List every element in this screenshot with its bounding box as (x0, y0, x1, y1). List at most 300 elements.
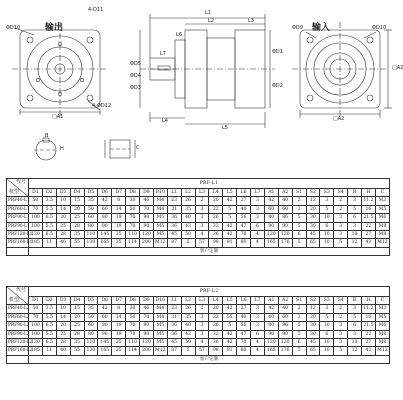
value-cell: 176 (278, 239, 292, 247)
value-cell: 6.5 (42, 338, 56, 346)
value-cell: 70 (237, 338, 251, 346)
value-cell: 3 (251, 197, 265, 205)
column-header: L2 (181, 297, 195, 305)
value-cell: 91 (223, 239, 237, 247)
output-label: 输出 (45, 23, 64, 33)
value-cell: 10 (56, 197, 70, 205)
value-cell: 5.5 (42, 222, 56, 230)
value-cell: 5 (223, 214, 237, 222)
value-cell: 10 (320, 239, 334, 247)
value-cell: 70 (126, 222, 140, 230)
value-cell: M5 (153, 230, 167, 238)
header-row (7, 189, 390, 197)
value-cell: M12 (155, 240, 166, 246)
value-cell: 145 (98, 230, 112, 238)
value-cell: 27 (237, 305, 251, 313)
value-cell: 50 (126, 205, 140, 213)
value-cell: 114 (126, 347, 140, 355)
value-cell: 60 (278, 313, 292, 321)
gearbox-side-view (140, 14, 275, 128)
value-cell: 60 (84, 214, 98, 222)
column-header: H (362, 297, 376, 305)
column-header: L7 (251, 297, 265, 305)
column-header: L3 (195, 297, 209, 305)
model-cell: PRF40-L1 (8, 198, 30, 204)
value-cell: 3 (251, 313, 265, 321)
value-cell: 3 (251, 214, 265, 222)
value-cell: 185 (29, 347, 43, 355)
value-cell: 114 (126, 239, 140, 247)
value-cell: 4 (195, 338, 209, 346)
value-cell: 130 (84, 239, 98, 247)
value-cell: 35 (70, 230, 84, 238)
value-cell: 25 (70, 322, 84, 330)
value-cell: 3 (195, 313, 209, 321)
table-row (7, 222, 390, 230)
value-cell: 6 (292, 338, 306, 346)
value-cell: 42 (223, 330, 237, 338)
value-cell: 25 (70, 214, 84, 222)
dim-l5: L5 (222, 125, 228, 131)
value-cell: M8 (375, 230, 389, 238)
value-cell: 80 (84, 330, 98, 338)
value-cell: 87 (167, 347, 181, 355)
value-cell: 2 (195, 305, 209, 313)
value-cell: 5 (320, 313, 334, 321)
value-cell: M8 (375, 222, 389, 230)
value-cell: 8 (112, 305, 126, 313)
column-header: D6 (98, 297, 112, 305)
model-cell: PRF160-L2 (8, 348, 33, 354)
value-cell: 27 (362, 338, 376, 346)
value-cell: 5 (334, 239, 348, 247)
model-cell: PRF90-L2 (8, 323, 30, 329)
column-header: H (362, 189, 376, 197)
value-cell: 5 (181, 347, 195, 355)
dim-l2: L2 (208, 18, 214, 24)
value-cell: 28 (56, 230, 70, 238)
value-cell: 5.5 (42, 313, 56, 321)
value-cell: 57 (195, 347, 209, 355)
value-cell: M5 (153, 214, 167, 222)
value-cell: 36 (167, 322, 181, 330)
value-cell: 10 (320, 347, 334, 355)
value-cell: 11.2 (363, 198, 374, 204)
value-cell: 120 (278, 338, 292, 346)
value-cell: 165 (264, 347, 278, 355)
dim-b: B (45, 133, 49, 139)
value-cell: 4 (251, 338, 265, 346)
value-cell: 26 (181, 305, 195, 313)
value-cell: 50 (84, 205, 98, 213)
value-cell: 12 (306, 197, 320, 205)
header-row (7, 297, 390, 305)
value-cell: 5.5 (42, 330, 56, 338)
value-cell: 55 (223, 313, 237, 321)
value-cell: 110 (126, 230, 140, 238)
value-cell: 10 (320, 322, 334, 330)
value-cell: 100 (29, 330, 43, 338)
value-cell: 6 (348, 322, 362, 330)
value-cell: 10 (56, 305, 70, 313)
value-cell: 31 (167, 205, 181, 213)
value-cell: 60 (264, 313, 278, 321)
value-cell: 10 (320, 338, 334, 346)
column-header: A1 (264, 297, 278, 305)
table-row (7, 322, 390, 330)
value-cell: 10 (320, 214, 334, 222)
value-cell: 60 (98, 313, 112, 321)
value-cell: 28 (56, 338, 70, 346)
value-cell: 36 (167, 330, 181, 338)
footer-blank-cell (7, 355, 29, 363)
value-cell: 3 (334, 338, 348, 346)
value-cell: 2 (334, 305, 348, 313)
value-cell: 110 (126, 338, 140, 346)
value-cell: 10 (348, 338, 362, 346)
value-cell: 90 (140, 322, 154, 330)
value-cell: 15 (70, 197, 84, 205)
column-header: S3 (320, 297, 334, 305)
column-header: B (348, 297, 362, 305)
value-cell: 165 (98, 347, 112, 355)
value-cell: M4 (153, 313, 167, 321)
value-cell: 6 (348, 214, 362, 222)
column-header: A2 (278, 297, 292, 305)
dim-a2: □A2 (333, 116, 345, 122)
value-cell: 27 (237, 197, 251, 205)
value-cell: M5 (375, 205, 389, 213)
value-cell: 26 (209, 214, 223, 222)
value-cell: 23 (167, 197, 181, 205)
series-title: PRF-L2 (29, 287, 390, 297)
value-cell: M5 (153, 330, 167, 338)
column-header: L2 (181, 189, 195, 197)
column-header: D3 (56, 297, 70, 305)
value-cell: 45 (306, 230, 320, 238)
shaft-key-detail (34, 138, 135, 160)
value-cell: 30 (306, 222, 320, 230)
value-cell: 50 (29, 305, 43, 313)
value-cell: 80 (84, 222, 98, 230)
series-title: PRF-L1 (29, 179, 390, 189)
value-cell: 65 (306, 239, 320, 247)
value-cell: M4 (153, 205, 167, 213)
value-cell: 46 (140, 197, 154, 205)
custom-note: 客户定制 (29, 247, 390, 255)
value-cell: 19 (112, 322, 126, 330)
column-header: D8 (126, 297, 140, 305)
value-cell: 12 (348, 347, 362, 355)
value-cell: 130 (29, 338, 43, 346)
value-cell: 15 (70, 305, 84, 313)
value-cell: 100 (29, 222, 43, 230)
value-cell: 6 (292, 230, 306, 238)
input-flange-view (292, 22, 392, 118)
gearbox-technical-drawing (0, 0, 403, 170)
value-cell: M12 (377, 348, 388, 354)
column-header: S2 (306, 189, 320, 197)
column-header: D2 (42, 189, 56, 197)
value-cell: 28 (70, 222, 84, 230)
value-cell: 42 (223, 338, 237, 346)
value-cell: 3 (251, 205, 265, 213)
value-cell: 5 (320, 205, 334, 213)
column-header: D10 (153, 297, 167, 305)
value-cell: 14 (56, 205, 70, 213)
value-cell: 42 (223, 197, 237, 205)
dim-d5: ΦD5 (130, 61, 141, 67)
value-cell: 90 (140, 214, 154, 222)
value-cell: 98 (209, 347, 223, 355)
value-cell: 35 (112, 239, 126, 247)
value-cell: 3 (195, 222, 209, 230)
value-cell: 42 (223, 230, 237, 238)
column-header: D6 (98, 189, 112, 197)
value-cell: M8 (375, 338, 389, 346)
value-cell: 8 (112, 197, 126, 205)
value-cell: 14 (112, 313, 126, 321)
value-cell: 130 (29, 230, 43, 238)
value-cell: 36 (167, 214, 181, 222)
dim-d10-right: ΦD10 (372, 25, 387, 31)
series-row (7, 287, 390, 297)
value-cell: 45 (167, 338, 181, 346)
value-cell: 25 (56, 222, 70, 230)
value-cell: 5 (292, 322, 306, 330)
dim-d1: ΦD1 (272, 49, 283, 55)
value-cell: 5 (292, 330, 306, 338)
value-cell: 55 (70, 239, 84, 247)
column-header: S1 (292, 189, 306, 197)
value-cell: 35 (84, 305, 98, 313)
value-cell: 30 (306, 330, 320, 338)
dim-l4: L4 (162, 118, 168, 124)
value-cell: 200 (140, 347, 154, 355)
value-cell: M5 (153, 322, 167, 330)
column-header: L1 (167, 189, 181, 197)
value-cell: 50 (84, 313, 98, 321)
value-cell: 45 (167, 230, 181, 238)
value-cell: 35 (70, 338, 84, 346)
value-cell: 35 (181, 313, 195, 321)
value-cell: 6 (320, 222, 334, 230)
value-cell: 20 (56, 214, 70, 222)
value-cell: 45 (306, 338, 320, 346)
corner-code-label: 代号 (15, 287, 26, 293)
value-cell: 60 (264, 205, 278, 213)
column-header: L6 (237, 189, 251, 197)
table-row (7, 239, 390, 247)
value-cell: 120 (278, 230, 292, 238)
value-cell: 6.5 (42, 214, 56, 222)
value-cell: 90 (140, 222, 154, 230)
value-cell: 120 (264, 338, 278, 346)
value-cell: 42 (223, 222, 237, 230)
value-cell: 40 (181, 214, 195, 222)
value-cell: 35 (112, 230, 126, 238)
dim-c: C (136, 145, 140, 151)
value-cell: 80 (237, 239, 251, 247)
value-cell: 23 (167, 305, 181, 313)
corner-code-label: 代号 (15, 179, 26, 185)
value-cell: 120 (140, 230, 154, 238)
value-cell: 40 (237, 205, 251, 213)
dim-l1: L1 (205, 10, 211, 16)
value-cell: 28 (70, 330, 84, 338)
value-cell: 43 (362, 239, 376, 247)
column-header: D2 (42, 297, 56, 305)
value-cell: 6 (251, 222, 265, 230)
value-cell: 46 (140, 305, 154, 313)
value-cell: M8 (375, 330, 389, 338)
value-cell: M12 (377, 240, 388, 246)
value-cell: 98 (209, 239, 223, 247)
table-row (7, 313, 390, 321)
value-cell: M12 (155, 348, 166, 354)
value-cell: 5 (292, 214, 306, 222)
value-cell: 35 (112, 347, 126, 355)
column-header: D1 (29, 189, 43, 197)
value-cell: 3 (334, 330, 348, 338)
value-cell: 22 (209, 205, 223, 213)
value-cell: M4 (153, 305, 167, 313)
value-cell: 130 (84, 347, 98, 355)
model-cell: PRF90-L2 (8, 331, 30, 337)
value-cell: 20 (306, 205, 320, 213)
value-cell: 16 (362, 205, 376, 213)
column-header: D4 (70, 297, 84, 305)
value-cell: 2 (292, 305, 306, 313)
value-cell: 50 (126, 313, 140, 321)
value-cell: 3 (348, 197, 362, 205)
value-cell: 2 (292, 197, 306, 205)
value-cell: 2 (195, 197, 209, 205)
table-row (7, 214, 390, 222)
column-header: L1 (167, 297, 181, 305)
value-cell: M3 (375, 197, 389, 205)
value-cell: 165 (264, 239, 278, 247)
footer-blank-cell (7, 247, 29, 255)
column-header: B (348, 189, 362, 197)
column-header: L4 (209, 297, 223, 305)
dim-d9-right: ΦD9 (292, 25, 303, 31)
corner-model-label: 机型 (9, 297, 20, 304)
value-cell: 60 (278, 205, 292, 213)
value-cell: 3.5 (42, 305, 56, 313)
value-cell: M6 (375, 214, 389, 222)
column-header: D7 (112, 297, 126, 305)
value-cell: 30 (126, 197, 140, 205)
value-cell: 86 (278, 214, 292, 222)
value-cell: 200 (140, 239, 154, 247)
value-cell: 4 (195, 230, 209, 238)
value-cell: M5 (375, 313, 389, 321)
value-cell: 43 (181, 222, 195, 230)
value-cell: 22 (362, 222, 376, 230)
value-cell: 4 (251, 239, 265, 247)
column-header: C (375, 297, 389, 305)
value-cell: 32 (209, 330, 223, 338)
column-header: D4 (70, 189, 84, 197)
value-cell: 5 (223, 205, 237, 213)
value-cell: 50 (29, 197, 43, 205)
value-cell: 20 (209, 197, 223, 205)
value-cell: 80 (98, 214, 112, 222)
value-cell: 165 (98, 239, 112, 247)
column-header: L5 (223, 189, 237, 197)
value-cell: 35 (181, 205, 195, 213)
value-cell: 2 (334, 313, 348, 321)
value-cell: 5 (334, 347, 348, 355)
value-cell: 3 (251, 322, 265, 330)
value-cell: 55 (70, 347, 84, 355)
table-row (7, 347, 390, 355)
value-cell: 43 (362, 347, 376, 355)
value-cell: 42 (98, 197, 112, 205)
value-cell: 40 (237, 313, 251, 321)
table-row (7, 230, 390, 238)
corner-model-label: 机型 (9, 189, 20, 196)
dim-l3: L3 (248, 18, 254, 24)
value-cell: 20 (70, 313, 84, 321)
value-cell: 21.5 (363, 215, 374, 221)
column-header: L5 (223, 297, 237, 305)
footer-row (7, 247, 390, 255)
value-cell: 90 (98, 330, 112, 338)
value-cell: M3 (375, 305, 389, 313)
table-row (7, 197, 390, 205)
value-cell: 20 (306, 313, 320, 321)
value-cell: 176 (278, 347, 292, 355)
value-cell: 3 (251, 305, 265, 313)
value-cell: 3 (195, 205, 209, 213)
value-cell: 6 (320, 330, 334, 338)
footer-row (7, 355, 390, 363)
dim-d11: 4-D11 (88, 7, 104, 13)
value-cell: 32 (209, 222, 223, 230)
value-cell: 5 (181, 239, 195, 247)
table-corner-cell (7, 179, 29, 197)
series-row (7, 179, 390, 189)
column-header: D7 (112, 189, 126, 197)
value-cell: 2 (334, 205, 348, 213)
value-cell: 3 (292, 313, 306, 321)
value-cell: 40 (278, 197, 292, 205)
model-cell: PRF60-L1 (8, 206, 30, 212)
value-cell: 90 (278, 330, 292, 338)
column-header: S2 (306, 297, 320, 305)
value-cell: 12 (348, 239, 362, 247)
value-cell: 20 (70, 205, 84, 213)
value-cell: 11 (42, 239, 56, 247)
value-cell: 3 (348, 305, 362, 313)
value-cell: 42 (264, 305, 278, 313)
value-cell: 2 (334, 197, 348, 205)
value-cell: 56 (237, 322, 251, 330)
value-cell: 91 (223, 347, 237, 355)
dim-d3: ΦD3 (130, 85, 141, 91)
value-cell: 70 (140, 313, 154, 321)
value-cell: 6.5 (42, 322, 56, 330)
value-cell: 3 (195, 330, 209, 338)
value-cell: 3 (195, 214, 209, 222)
value-cell: 19 (112, 222, 126, 230)
value-cell: 3 (334, 222, 348, 230)
value-cell: 70 (126, 330, 140, 338)
value-cell: 22 (362, 330, 376, 338)
value-cell: 14 (112, 205, 126, 213)
